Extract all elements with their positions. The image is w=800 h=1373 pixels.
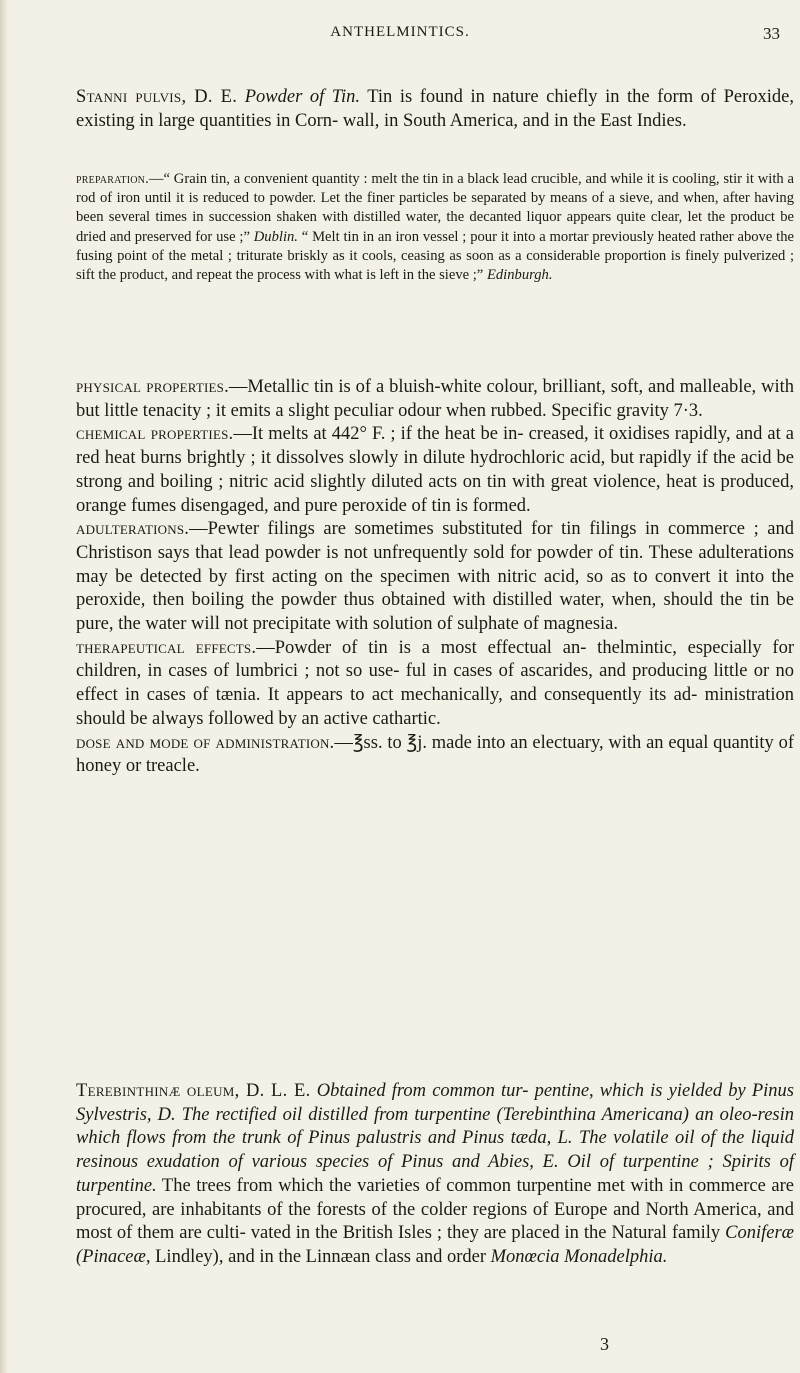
dose-label: dose and mode of administration. [76,732,335,753]
preparation-source-dublin: Dublin. [253,228,298,245]
terebinthinae-oleum-section [76,1080,794,1270]
running-title: ANTHELMINTICS. [330,24,470,40]
adulterations-paragraph [76,518,794,637]
physical-properties-label: physical properties. [76,377,229,397]
terebinthinae-paragraph [76,1080,794,1270]
therapeutical-effects-text: —Powder of tin is a most effectual an- thelmintic, especially for children, in cases of lumbrici ; not so use- ful in cases of ascarides, and producing little or no effect in cases of tænia. It appears to act mechanically, and consequently its ad- ministration should be always followed by an active cathartic. [76,637,794,729]
therapeutical-effects-label: therapeutical effects. [76,637,257,658]
preparation-source-edinburgh: Edinburgh. [486,267,553,284]
terebinthinae-text: The trees from which the varieties of common turpentine met with in commerce are procured, are inhabitants of the forests of the colder regions of Europe and North America, and most of them are culti- vated in the British Isles ; they are placed in the Natural family [76,1175,794,1244]
preparation-text-edinburgh: “ Melt tin in an iron vessel ; pour it into a mortar previously heated rather above the fusing point of the metal ; triturate briskly as it cools, ceasing as soon as a considerable proportion is finely pulverized ; sift the product, and repeat the process with what is left in the sieve ;” [76,228,794,284]
terebinthinae-heading: Terebinthinæ oleum, D. L. E. [76,1081,311,1101]
properties-section [76,376,794,779]
page-number: 33 [763,24,780,43]
chemical-properties-paragraph [76,423,794,518]
terebinthinae-class: Monœcia Monadelphia. [490,1246,668,1267]
stanni-paragraph [76,86,794,133]
running-header [0,24,800,48]
preparation-paragraph [76,170,794,285]
preparation-section [76,170,794,285]
stanni-pulvis-section [76,86,794,133]
preparation-text-dublin: —“ Grain tin, a convenient quantity : melt the tin in a black lead crucible, and while it is cooling, stir it with a rod of iron until it is reduced to powder. Let the finer particles be separated by means of a sieve, and when, after having been several times in succession shaken with distilled water, the decanted liquor appears quite clear, let the product be dried and preserved for use ;” [76,171,794,245]
stanni-english-name: Powder of Tin. [244,87,361,107]
terebinthinae-family: Coniferæ (Pinaceæ, [76,1223,795,1267]
page-gutter-shadow [0,0,8,1373]
physical-properties-text: —Metallic tin is of a bluish-white colour, brilliant, soft, and malleable, with but little tenacity ; it emits a slight peculiar odour when rubbed. Specific gravity 7·3. [76,377,794,421]
terebinthinae-family-text: Lindley), and in the Linnæan class and order [155,1246,486,1267]
adulterations-text: —Pewter filings are sometimes substituted for tin filings in commerce ; and Christison says that lead powder is not unfrequently sold for powder of tin. These adulterations may be detected by first acting on the specimen with nitric acid, so as to convert it into the peroxide, then boiling the powder thus obtained with distilled water, when, should the tin be pure, the water will not precipitate with solution of sulphate of magnesia. [76,519,794,635]
preparation-label: preparation. [76,171,149,187]
stanni-heading: Stanni pulvis, D. E. [76,87,238,107]
therapeutical-effects-paragraph [76,637,794,732]
signature-mark: 3 [600,1334,609,1354]
dose-text: —℥ss. to ℥j. made into an electuary, with an equal quantity of honey or treacle. [76,732,794,777]
physical-properties-paragraph [76,376,794,423]
stanni-text: Tin is found in nature chiefly in the form of Peroxide, existing in large quantities in Corn- wall, in South America, and in the East Indies. [76,87,794,131]
terebinthinae-italic-text: Obtained from common tur- pentine, which is yielded by Pinus Sylvestris, D. The rectified oil distilled from turpentine (Terebinthina Americana) an oleo-resin which flows from the trunk of Pinus palustris and Pinus tæda, L. The volatile oil of the liquid resinous exudation of various species of Pinus and Abies, E. Oil of turpentine ; Spirits of turpentine. [76,1081,795,1196]
chemical-properties-text: —It melts at 442° F. ; if the heat be in- creased, it oxidises rapidly, and at a red heat burns brightly ; it dissolves slowly in dilute hydrochloric acid, but rapidly if the acid be strong and boiling ; nitric acid slightly diluted acts on tin with great violence, heat is produced, orange fumes disengaged, and pure peroxide of tin is formed. [76,424,794,516]
dose-paragraph [76,732,794,779]
adulterations-label: adulterations. [76,519,190,540]
chemical-properties-label: chemical properties. [76,424,234,445]
